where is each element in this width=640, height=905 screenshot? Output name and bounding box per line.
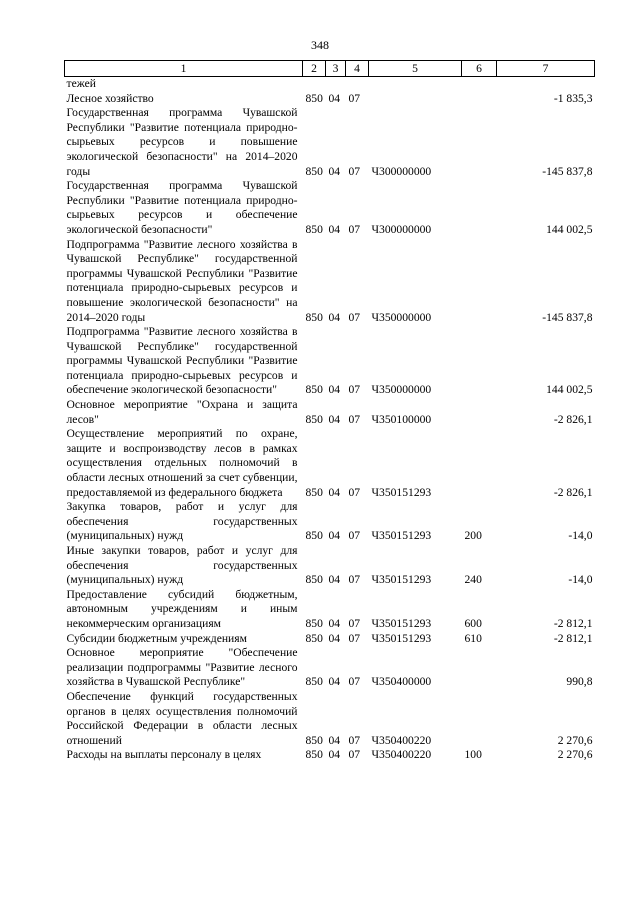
row-expense-type: 100 [464,748,482,762]
row-ministry-code: 850 [305,733,323,747]
row-target-article [369,77,462,92]
row-ministry-code: 850 [305,529,323,543]
row-target-article: Ч350000000 [371,310,432,324]
row-amount: -145 837,8 [542,310,593,324]
table-row [65,632,595,647]
row-amount: 144 002,5 [546,383,593,397]
row-amount: -14,0 [568,573,593,587]
row-name: Государственная программа Чувашской Республики "Развитие потенциала природно-сырьевых ресурсов и повышение экологической безопасности" на 2014–2020 годы [66,106,298,178]
row-section-code: 04 [328,91,341,105]
row-ministry-code: 850 [305,748,323,762]
row-subsection-code: 07 [348,631,361,645]
row-ministry-code [303,77,326,92]
row-expense-type [462,690,497,748]
row-section-code: 04 [328,310,341,324]
row-name: Основное мероприятие "Обеспечение реализации подпрограммы "Развитие лесного хозяйства в Чувашской Республике" [66,646,298,689]
row-name: Закупка товаров, работ и услуг для обеспечения государственных (муниципальных) нужд [66,500,298,543]
row-ministry-code: 850 [305,164,323,178]
row-target-article: Ч350000000 [371,383,432,397]
row-ministry-code: 850 [305,91,323,105]
row-subsection-code: 07 [348,733,361,747]
table-row [65,398,595,427]
row-expense-type [462,646,497,690]
table-row [65,544,595,588]
column-header-name: 1 [65,61,303,77]
row-name: Подпрограмма "Развитие лесного хозяйства в Чувашской Республике" государственной программы Чувашской Республики "Развитие потенциала природно-сырьевых ресурсов и обеспечение экологической безопасности" [66,325,298,397]
row-subsection-code: 07 [348,91,361,105]
row-expense-type [462,238,497,326]
row-expense-type [462,325,497,398]
page-number: 348 [311,38,329,52]
row-amount: -145 837,8 [542,164,593,178]
row-target-article: Ч350100000 [371,412,432,426]
budget-table [64,60,595,763]
row-ministry-code: 850 [305,412,323,426]
row-expense-type [462,92,497,107]
row-subsection-code: 07 [348,310,361,324]
column-header-subsection: 4 [346,61,369,77]
table-row [65,748,595,763]
row-subsection-code: 07 [348,485,361,499]
row-subsection-code: 07 [348,675,361,689]
row-expense-type [462,427,497,500]
row-target-article: Ч350400220 [371,733,432,747]
table-row [65,690,595,748]
row-section-code: 04 [328,164,341,178]
row-section-code: 04 [328,412,341,426]
row-amount: -14,0 [568,529,593,543]
row-subsection-code: 07 [348,412,361,426]
row-expense-type: 610 [464,631,482,645]
row-ministry-code: 850 [305,616,323,630]
row-expense-type: 200 [464,529,482,543]
row-section-code [326,77,346,92]
table-row [65,500,595,544]
table-row [65,106,595,179]
row-target-article: Ч350151293 [371,485,432,499]
row-subsection-code [346,77,369,92]
row-section-code: 04 [328,631,341,645]
row-section-code: 04 [328,733,341,747]
row-target-article: Ч350151293 [371,631,432,645]
column-header-target-article: 5 [369,61,462,77]
table-row [65,325,595,398]
column-header-ministry: 2 [303,61,326,77]
row-amount: 144 002,5 [546,222,593,236]
row-subsection-code: 07 [348,164,361,178]
row-section-code: 04 [328,573,341,587]
row-expense-type: 600 [464,616,482,630]
row-section-code: 04 [328,485,341,499]
row-subsection-code: 07 [348,529,361,543]
row-ministry-code: 850 [305,485,323,499]
row-ministry-code: 850 [305,383,323,397]
table-row [65,588,595,632]
table-row [65,238,595,326]
row-ministry-code: 850 [305,573,323,587]
table-row [65,92,595,107]
row-name: Государственная программа Чувашской Республики "Развитие потенциала природно-сырьевых ресурсов и обеспечение экологической безопасности" [66,179,298,236]
row-ministry-code: 850 [305,222,323,236]
row-amount: 2 270,6 [557,748,593,762]
row-name: Обеспечение функций государственных органов в целях осуществления полномочий Российской Федерации в области лесных отношений [66,689,298,747]
row-ministry-code: 850 [305,675,323,689]
row-expense-type [462,106,497,179]
row-target-article: Ч350151293 [371,573,432,587]
row-expense-type [462,179,497,237]
row-name: Предоставление субсидий бюджетным, автономным учреждениям и иным некоммерческим организациям [66,587,298,630]
row-subsection-code: 07 [348,383,361,397]
row-name: Иные закупки товаров, работ и услуг для обеспечения государственных (муниципальных) нужд [66,544,298,587]
row-name: Расходы на выплаты персоналу в целях [66,748,262,762]
header-row [65,61,595,77]
table-row [65,427,595,500]
row-amount: -2 812,1 [553,631,593,645]
row-amount: -1 835,3 [553,91,593,105]
row-amount: -2 826,1 [553,485,593,499]
row-ministry-code: 850 [305,310,323,324]
row-amount: 990,8 [566,675,593,689]
row-target-article [369,92,462,107]
row-target-article: Ч350151293 [371,616,432,630]
column-header-section: 3 [326,61,346,77]
row-section-code: 04 [328,222,341,236]
row-target-article: Ч350400000 [371,675,432,689]
table-row [65,77,595,92]
row-name: Подпрограмма "Развитие лесного хозяйства в Чувашской Республике" государственной программы Чувашской Республики "Развитие потенциала природно-сырьевых ресурсов и повышение экологической безопасности" на 2014–2020 годы [66,237,298,324]
table-row [65,646,595,690]
row-subsection-code: 07 [348,222,361,236]
row-amount: -2 812,1 [553,616,593,630]
row-expense-type: 240 [464,573,482,587]
row-target-article: Ч350151293 [371,529,432,543]
row-amount [497,77,595,92]
row-target-article: Ч350400220 [371,748,432,762]
row-amount: 2 270,6 [557,733,593,747]
row-expense-type [462,77,497,92]
row-name: Осуществление мероприятий по охране, защите и воспроизводству лесов в рамках осуществления отдельных полномочий в области лесных отношений за счет субвенции, предоставляемой из федерального бюджета [66,427,298,499]
column-header-amount: 7 [497,61,595,77]
row-ministry-code: 850 [305,631,323,645]
row-subsection-code: 07 [348,573,361,587]
row-section-code: 04 [328,675,341,689]
column-header-expense-type: 6 [462,61,497,77]
row-name: Основное мероприятие "Охрана и защита лесов" [66,398,298,426]
row-name: Субсидии бюджетным учреждениям [66,631,247,645]
row-subsection-code: 07 [348,616,361,630]
row-target-article: Ч300000000 [371,164,432,178]
row-expense-type [462,398,497,427]
row-target-article: Ч300000000 [371,222,432,236]
row-section-code: 04 [328,383,341,397]
row-section-code: 04 [328,529,341,543]
row-name: Лесное хозяйство [66,91,154,105]
row-name: тежей [66,77,96,90]
row-section-code: 04 [328,748,341,762]
row-subsection-code: 07 [348,748,361,762]
row-amount: -2 826,1 [553,412,593,426]
table-header [65,61,595,77]
table-body [65,77,595,763]
row-section-code: 04 [328,616,341,630]
table-row [65,179,595,237]
